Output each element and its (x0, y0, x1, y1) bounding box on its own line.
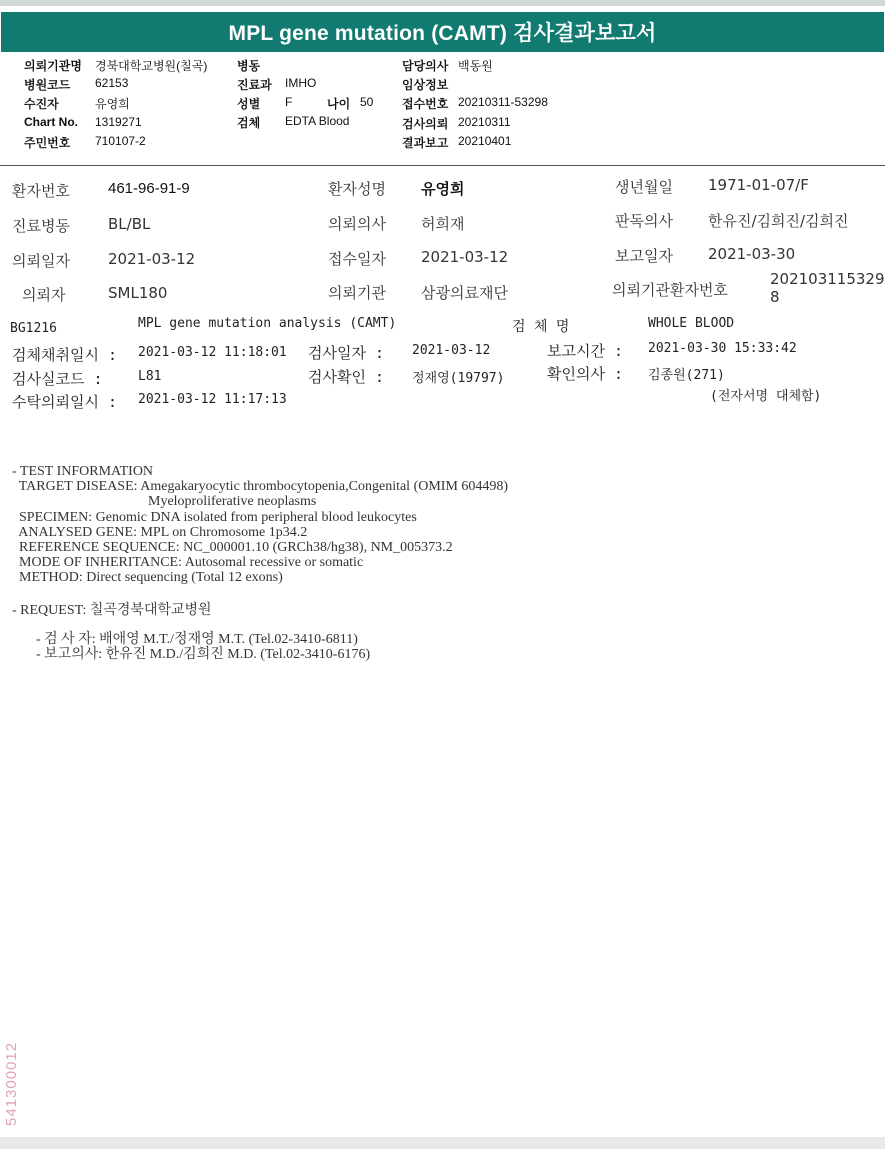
exam-code: BG1216 (10, 321, 57, 336)
report-header (0, 54, 885, 166)
patient-label: 의뢰기관 (328, 284, 386, 302)
patient-number: 461-96-91-9 (108, 180, 190, 197)
exam-value: 2021-03-30 15:33:42 (648, 341, 797, 356)
patient-label: 생년월일 (615, 178, 673, 196)
esign-note: (전자서명 대체함) (710, 389, 822, 404)
exam-value: L81 (138, 369, 162, 384)
header-value: 20210311-53298 (458, 95, 548, 109)
info-target-disease (12, 479, 508, 494)
header-value: 20210401 (458, 134, 512, 148)
patient-value: 1971-01-07/F (708, 176, 809, 194)
header-value: 1319271 (95, 115, 142, 129)
exam-value: 정재영(19797) (412, 371, 505, 386)
header-value: 62153 (95, 76, 129, 90)
patient-label: 진료병동 (12, 217, 70, 235)
patient-value: BL/BL (108, 215, 151, 233)
patient-label: 환자성명 (328, 180, 386, 198)
exam-name: MPL gene mutation analysis (CAMT) (138, 316, 397, 331)
info-target-label: TARGET DISEASE: (12, 479, 141, 495)
patient-value: 2021-03-12 (421, 248, 509, 266)
header-label: 의뢰기관명 (24, 59, 82, 73)
header-label: 병원코드 (24, 78, 71, 92)
header-value: F (285, 95, 293, 109)
patient-name: 유영희 (421, 180, 465, 198)
patient-value: 202103115329 (770, 270, 885, 288)
patient-value: 삼광의료재단 (421, 284, 508, 302)
exam-label: 수탁의뢰일시 : (12, 393, 118, 411)
exam-label: 확인의사 : (547, 365, 624, 383)
patient-value: 한유진/김희진/김희진 (708, 212, 849, 230)
header-label: 병동 (237, 59, 261, 73)
patient-label: 판독의사 (615, 212, 673, 230)
patient-label: 의뢰기관환자번호 (612, 281, 728, 299)
header-label: 임상정보 (402, 78, 449, 92)
header-label: 성별 (237, 97, 261, 111)
header-value: 710107-2 (95, 134, 146, 148)
specimen-value: WHOLE BLOOD (648, 316, 735, 331)
exam-label: 보고시간 : (547, 342, 624, 360)
patient-value: 허희재 (421, 215, 465, 233)
patient-label: 접수일자 (328, 250, 386, 268)
patient-value: SML180 (108, 284, 168, 302)
info-target-value-2: Myeloproliferative neoplasms (148, 494, 317, 510)
header-value: 백동원 (458, 59, 493, 73)
header-label: 담당의사 (402, 59, 449, 73)
exam-label: 검사일자 : (308, 344, 385, 362)
specimen-label: 검 체 명 (512, 319, 570, 335)
exam-label: 검사실코드 : (12, 370, 103, 388)
exam-label: 검체채취일시 : (12, 346, 118, 364)
info-specimen: SPECIMEN: Genomic DNA isolated from peripheral blood leukocytes (12, 509, 417, 525)
header-label: 접수번호 (402, 97, 449, 111)
report-title: MPL gene mutation (CAMT) 검사결과보고서 (1, 12, 884, 52)
header-label: 검사의뢰 (402, 117, 449, 131)
patient-label: 보고일자 (615, 247, 673, 265)
request-line: - REQUEST: 칠곡경북대학교병원 (12, 603, 212, 618)
header-value: 유영희 (95, 97, 130, 111)
header-value: IMHO (285, 76, 317, 90)
info-heading: - TEST INFORMATION (12, 464, 154, 479)
patient-value: 2021-03-30 (708, 245, 796, 263)
patient-label: 의뢰의사 (328, 215, 386, 233)
exam-value: 2021-03-12 (412, 343, 491, 358)
test-information (12, 464, 508, 586)
header-label: 진료과 (237, 78, 272, 92)
header-label: 나이 (327, 97, 351, 111)
exam-value: 2021-03-12 11:17:13 (138, 392, 287, 407)
bottom-strip (0, 1137, 885, 1149)
examiner-line: - 검 사 자: 배애영 M.T./정재영 M.T. (Tel.02-3410-6811) (36, 632, 358, 647)
exam-label: 검사확인 : (308, 368, 385, 386)
info-target-value: Amegakaryocytic thrombocytopenia,Congenital (OMIM 604498) (140, 479, 509, 495)
patient-value: 8 (770, 288, 780, 306)
header-value: EDTA Blood (285, 114, 350, 128)
patient-value: 2021-03-12 (108, 250, 196, 268)
title-bar (0, 0, 885, 48)
header-label: 검체 (237, 116, 261, 130)
header-divider (0, 165, 885, 166)
header-label: 수진자 (24, 97, 59, 111)
header-label: 결과보고 (402, 136, 449, 150)
info-gene: ANALYSED GENE: MPL on Chromosome 1p34.2 (12, 524, 308, 540)
patient-label: 환자번호 (12, 182, 70, 200)
exam-value: 2021-03-12 11:18:01 (138, 345, 287, 360)
exam-value: 김종원(271) (648, 368, 725, 383)
header-value: 경북대학교병원(칠곡) (95, 59, 208, 73)
patient-label: 의뢰자 (22, 286, 66, 304)
info-method: METHOD: Direct sequencing (Total 12 exons) (12, 570, 283, 586)
patient-label: 의뢰일자 (12, 252, 70, 270)
header-value: 50 (360, 95, 374, 109)
side-code: 541300012 (3, 1041, 20, 1126)
reporter-line: - 보고의사: 한유진 M.D./김희진 M.D. (Tel.02-3410-6176) (36, 647, 371, 662)
header-label: 주민번호 (24, 136, 71, 150)
header-label: Chart No. (24, 115, 78, 129)
header-value: 20210311 (458, 115, 511, 129)
info-reference: REFERENCE SEQUENCE: NC_000001.10 (GRCh38/hg38), NM_005373.2 (12, 540, 453, 556)
info-inheritance: MODE OF INHERITANCE: Autosomal recessive or somatic (12, 555, 364, 571)
